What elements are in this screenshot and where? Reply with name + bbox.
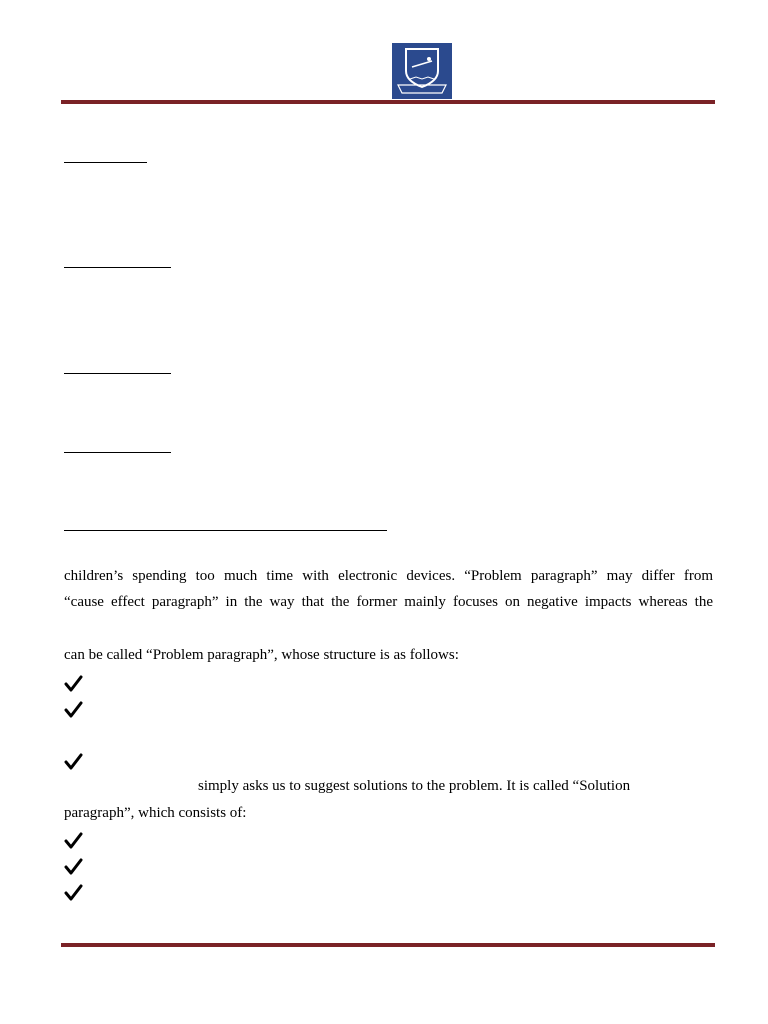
header-rule: [61, 100, 715, 104]
paragraph-line: “cause effect paragraph” in the way that the former mainly focuses on negative impacts whereas the: [64, 594, 713, 610]
check-icon: [64, 675, 84, 693]
shield-logo-icon: [392, 43, 452, 99]
check-icon: [64, 858, 84, 876]
heading-underline-2: [64, 267, 171, 268]
heading-underline-3: [64, 373, 171, 374]
heading-underline-1: [64, 162, 147, 163]
paragraph-line: simply asks us to suggest solutions to the problem. It is called “Solution: [198, 778, 631, 794]
paragraph-line: children’s spending too much time with electronic devices. “Problem paragraph” may differ from: [64, 568, 713, 584]
footer-rule: [61, 943, 715, 947]
check-icon: [64, 884, 84, 902]
paragraph-line: paragraph”, which consists of:: [64, 805, 247, 821]
heading-underline-5: [64, 530, 387, 531]
check-icon: [64, 701, 84, 719]
paragraph-line: can be called “Problem paragraph”, whose structure is as follows:: [64, 647, 459, 663]
heading-underline-4: [64, 452, 171, 453]
university-logo: [392, 43, 452, 99]
check-icon: [64, 753, 84, 771]
check-icon: [64, 832, 84, 850]
